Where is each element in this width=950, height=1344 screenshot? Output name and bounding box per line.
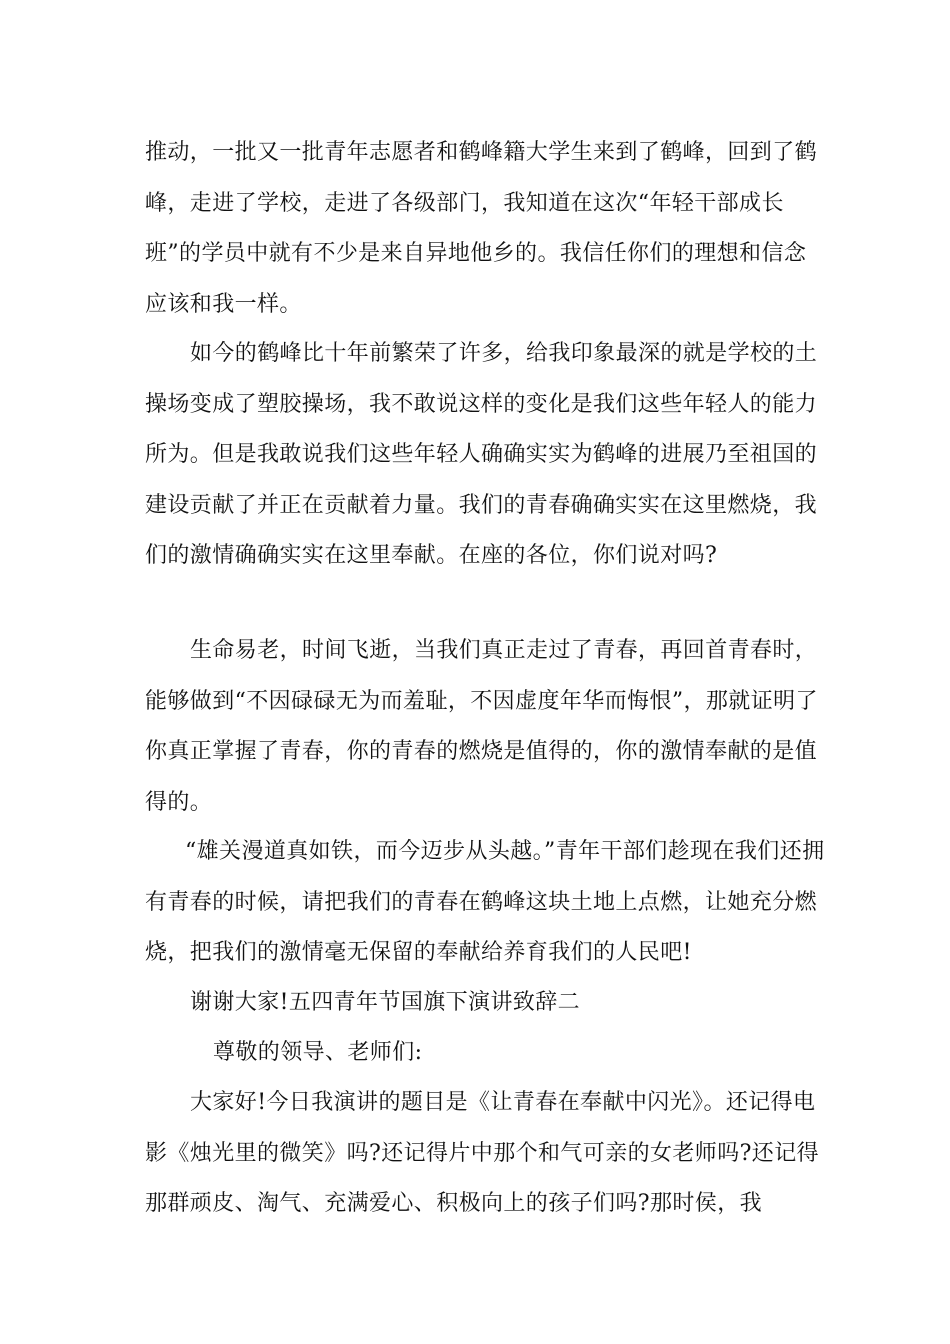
salutation-line: 尊敬的领导、老师们: <box>213 1040 423 1065</box>
paragraph-speech-opening: 大家好!今日我演讲的题目是《让青春在奉献中闪光》。还记得电影《烛光里的微笑》吗?还记得片中那个和气可亲的女老师吗?还记得那群顽皮、淘气、充满爱心、积极向上的孩子们吗?那时侯，我 <box>145 1090 819 1216</box>
paragraph-heqing-changes: 如今的鹤峰比十年前繁荣了许多，给我印象最深的就是学校的土操场变成了塑胶操场，我不敢说这样的变化是我们这些年轻人的能力所为。但是我敢说我们这些年轻人确确实实为鹤峰的进展乃至祖国的建设贡献了并正在贡献着力量。我们的青春确确实实在这里燃烧，我们的激情确确实实在这里奉献。在座的各位，你们说对吗? <box>145 341 818 568</box>
paragraph-youth-reflection: 生命易老，时间飞逝，当我们真正走过了青春，再回首青春时，能够做到“不因碌碌无为而羞耻，不因虚度年华而悔恨”，那就证明了你真正掌握了青春，你的青春的燃烧是值得的，你的激情奉献的是值得的。 <box>145 638 818 815</box>
paragraph-poem-quote: “雄关漫道真如铁，而今迈步从头越。”青年干部们趁现在我们还拥有青春的时候，请把我们的青春在鹤峰这块土地上点燃，让她充分燃烧，把我们的激情毫无保留的奉献给养育我们的人民吧! <box>145 839 825 965</box>
speech-title-line: 谢谢大家!五四青年节国旗下演讲致辞二 <box>190 990 581 1015</box>
paragraph-continuation: 推动，一批又一批青年志愿者和鹤峰籍大学生来到了鹤峰，回到了鹤峰，走进了学校，走进了各级部门，我知道在这次“年轻干部成长班”的学员中就有不少是来自异地他乡的。我信任你们的理想和信念应该和我一样。 <box>145 140 818 317</box>
